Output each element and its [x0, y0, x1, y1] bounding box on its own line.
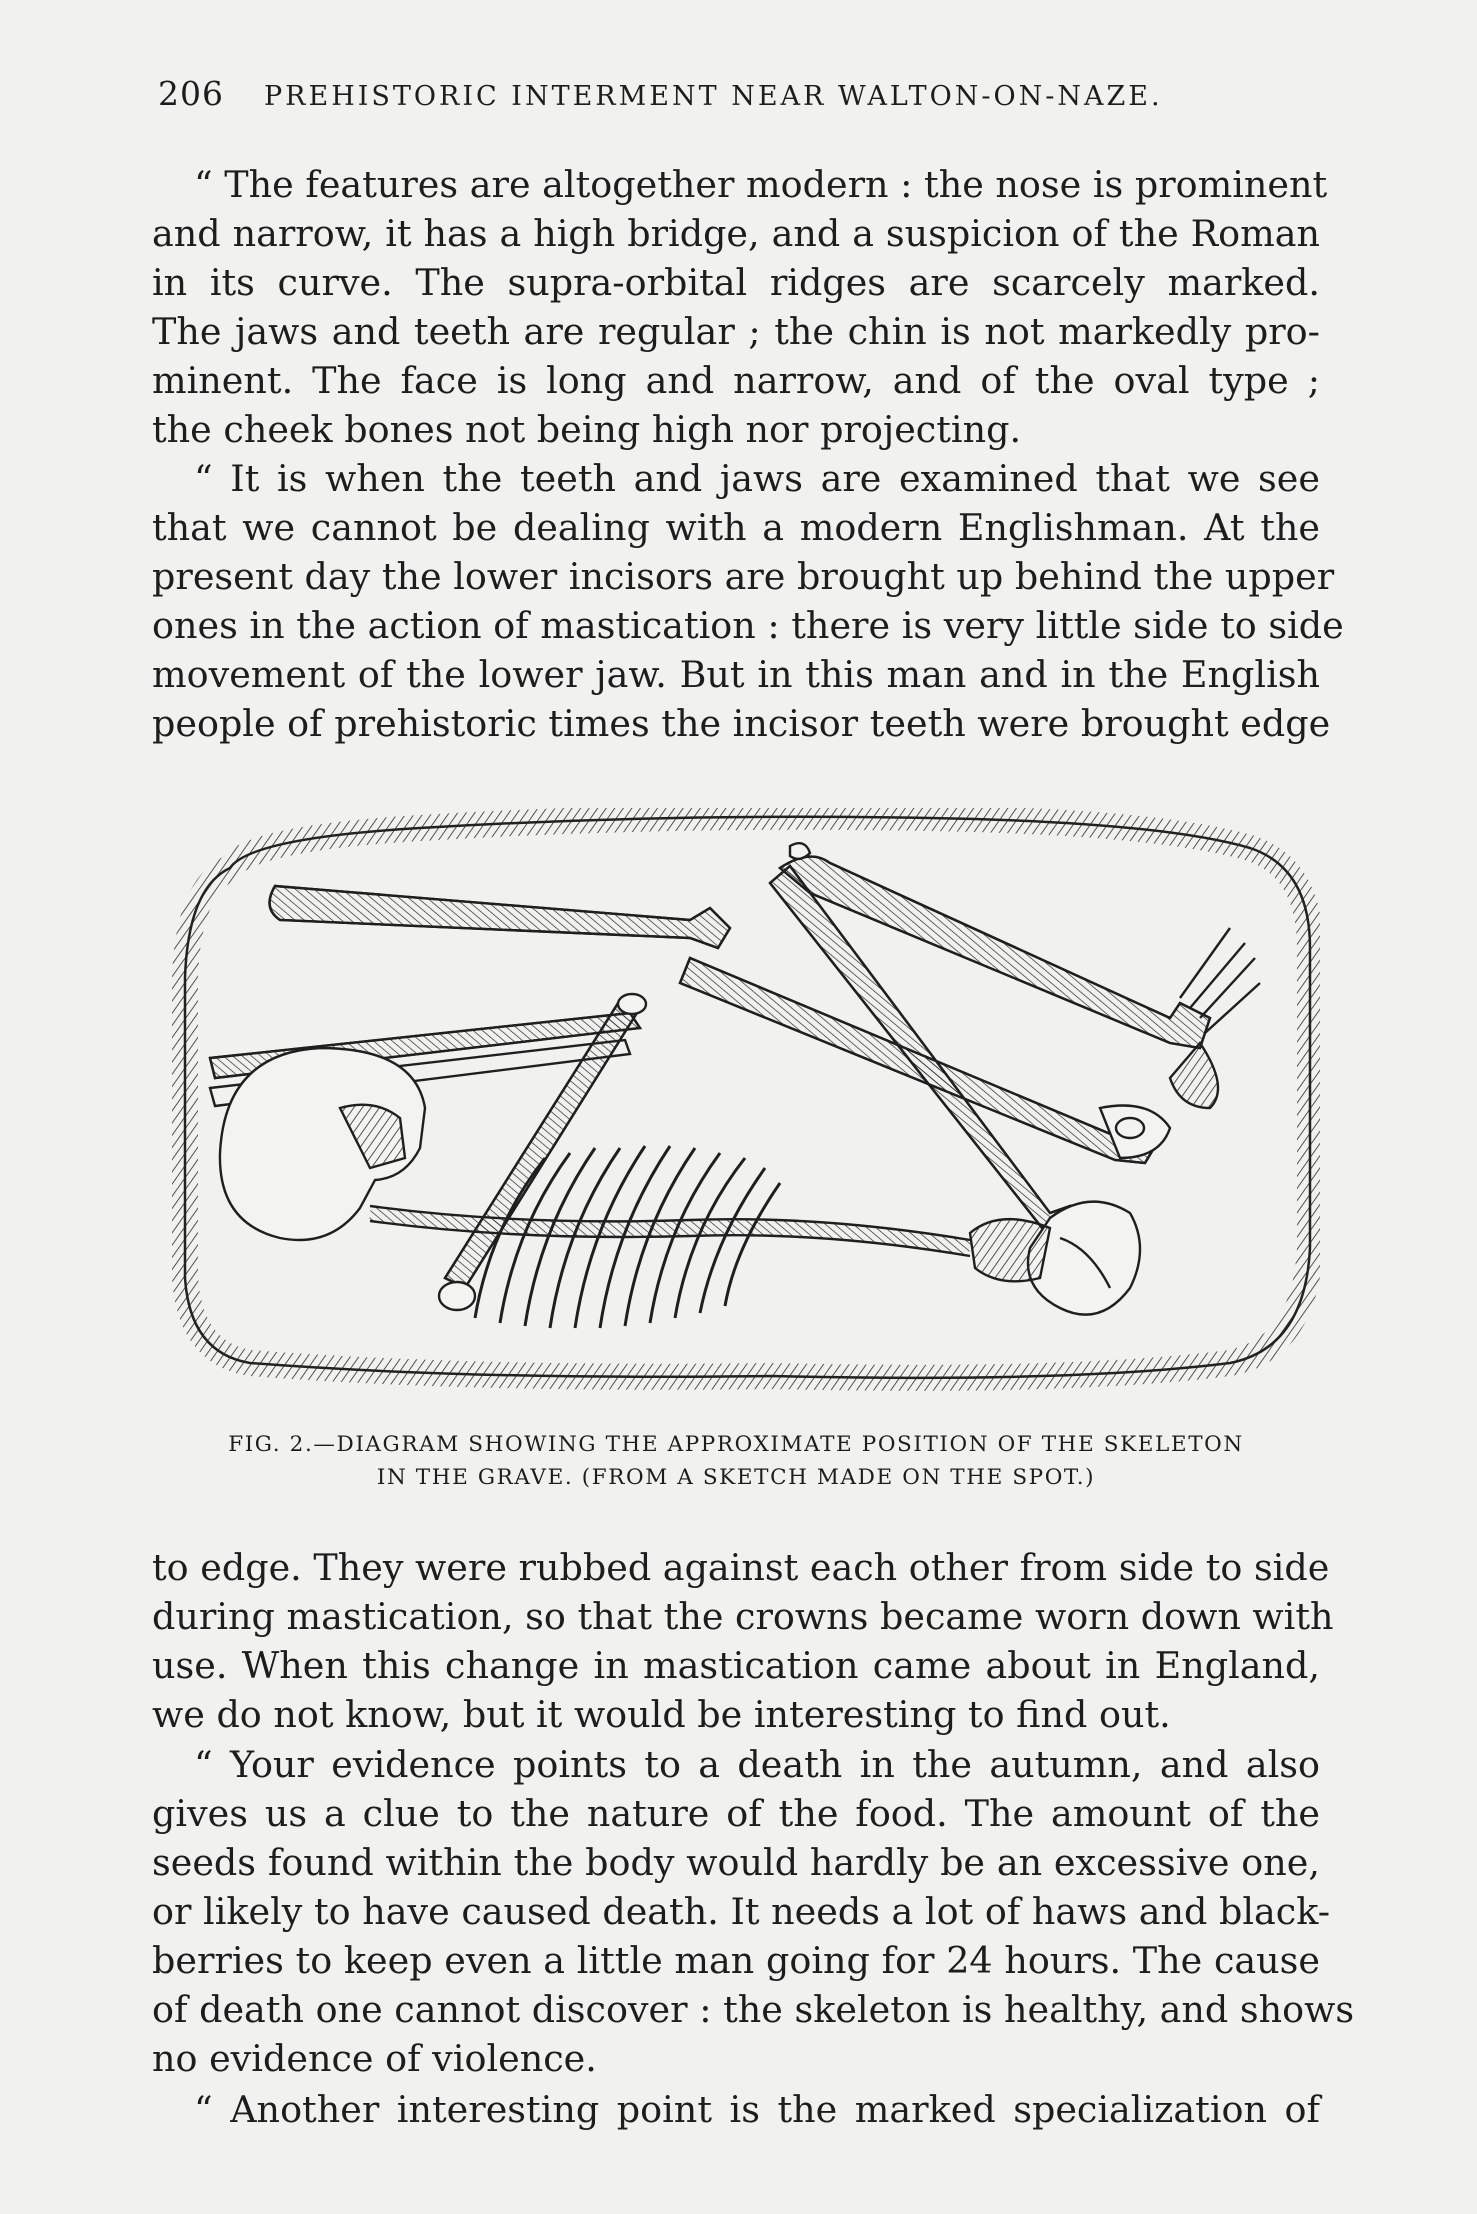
figure-caption	[152, 1428, 1320, 1494]
text-line: minent. The face is long and narrow, and of the oval type ;	[152, 359, 1320, 402]
text-line: present day the lower incisors are brought up behind the upper	[152, 555, 1335, 598]
text-line: movement of the lower jaw. But in this man and in the English	[152, 653, 1320, 696]
text-line: berries to keep even a little man going for 24 hours. The cause	[152, 1939, 1320, 1982]
text-line: during mastication, so that the crowns became worn down with	[152, 1595, 1334, 1638]
text-line: people of prehistoric times the incisor teeth were brought edge	[152, 702, 1331, 745]
text-line: and narrow, it has a high bridge, and a suspicion of the Roman	[152, 212, 1320, 255]
paragraph-specialization	[152, 2085, 1320, 2134]
running-header	[158, 74, 1318, 113]
text-line: “ Your evidence points to a death in the autumn, and also	[194, 1743, 1320, 1786]
caption-line: IN THE GRAVE. (FROM A SKETCH MADE ON THE SPOT.)	[376, 1465, 1096, 1490]
caption-line: FIG. 2.—DIAGRAM SHOWING THE APPROXIMATE POSITION OF THE SKELETON	[228, 1432, 1244, 1457]
text-line: seeds found within the body would hardly be an excessive one,	[152, 1841, 1320, 1884]
text-line: of death one cannot discover : the skeleton is healthy, and shows	[152, 1988, 1355, 2031]
text-line: no evidence of violence.	[152, 2037, 597, 2080]
text-line: ones in the action of mastication : there is very little side to side	[152, 604, 1344, 647]
page-number: 206	[158, 74, 224, 113]
skeleton	[210, 843, 1260, 1328]
skeleton-grave-illustration	[170, 808, 1320, 1392]
text-line: the cheek bones not being high nor projecting.	[152, 408, 1022, 451]
text-line: or likely to have caused death. It needs a lot of haws and black-	[152, 1890, 1331, 1933]
text-line: “ Another interesting point is the marked specialization of	[194, 2088, 1320, 2131]
paragraph-teeth	[152, 454, 1344, 748]
paragraph-features	[152, 160, 1328, 454]
text-line: The jaws and teeth are regular ; the chin is not markedly pro-	[152, 310, 1320, 353]
text-line: “ The features are altogether modern : the nose is prominent	[194, 163, 1328, 206]
text-line: gives us a clue to the nature of the food. The amount of the	[152, 1792, 1320, 1835]
text-line: use. When this change in mastication came about in England,	[152, 1644, 1320, 1687]
text-line: to edge. They were rubbed against each other from side to side	[152, 1546, 1330, 1589]
paragraph-evidence	[152, 1740, 1355, 2083]
running-title: PREHISTORIC INTERMENT NEAR WALTON-ON-NAZE.	[264, 81, 1163, 112]
text-line: “ It is when the teeth and jaws are examined that we see	[194, 457, 1320, 500]
text-line: we do not know, but it would be interesting to find out.	[152, 1693, 1171, 1736]
text-line: in its curve. The supra-orbital ridges are scarcely marked.	[152, 261, 1320, 304]
paragraph-mastication	[152, 1543, 1334, 1739]
text-line: that we cannot be dealing with a modern Englishman. At the	[152, 506, 1320, 549]
